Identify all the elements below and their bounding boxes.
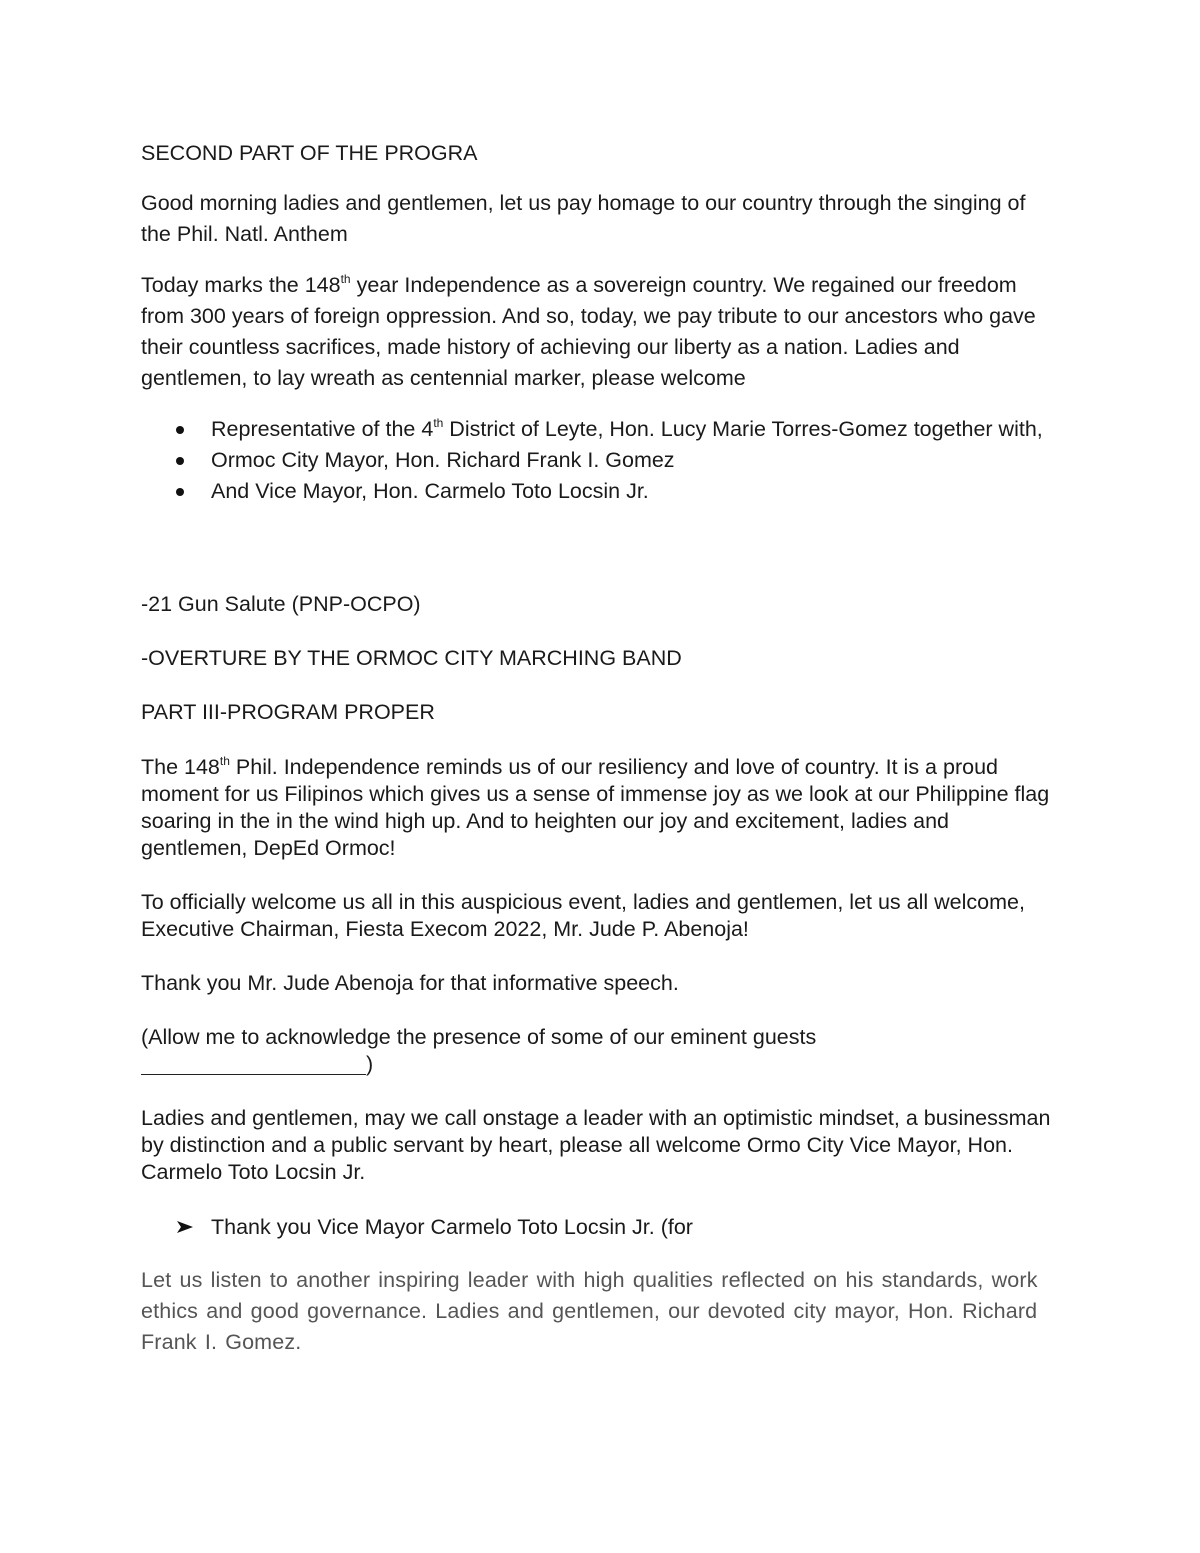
part-three-heading: PART III-PROGRAM PROPER xyxy=(141,700,435,724)
vice-mayor-intro-paragraph: Ladies and gentlemen, may we call onstage a leader with an optimistic mindset, a businessman by distinction and a public servant by heart, please all welcome Ormo City Vice Mayor, Hon. Carmelo Toto Locsin Jr. xyxy=(141,1106,1051,1184)
overture-line: -OVERTURE BY THE ORMOC CITY MARCHING BAND xyxy=(141,646,682,670)
welcome-chairman-paragraph: To officially welcome us all in this auspicious event, ladies and gentlemen, let us all welcome, Executive Chairman, Fiesta Execom 2022, Mr. Jude P. Abenoja! xyxy=(141,890,1025,941)
arrow-list-item: Thank you Vice Mayor Carmelo Toto Locsin Jr. (for xyxy=(141,1212,1061,1243)
fill-in-blank-line xyxy=(141,1052,366,1075)
wreath-guest-list xyxy=(141,414,1061,507)
list-item: Representative of the 4th District of Leyte, Hon. Lucy Marie Torres-Gomez together with, xyxy=(141,414,1061,445)
acknowledge-guests-paragraph: (Allow me to acknowledge the presence of some of our eminent guests ) xyxy=(141,1025,817,1076)
pride-paragraph: The 148th Phil. Independence reminds us of our resiliency and love of country. It is a proud moment for us Filipinos which gives us a sense of immense joy as we look at our Philippine flag soaring in the in the wind high up. And to heighten our joy and excitement, ladies and gentlemen, DepEd Ormoc! xyxy=(141,754,1050,860)
arrowhead-bullet-icon xyxy=(176,1220,194,1234)
mayor-intro-paragraph: Let us listen to another inspiring leader with high qualities reflected on his standards, work ethics and good governance. Ladies and gentlemen, our devoted city mayor, Hon. Richard Frank I. Gomez. xyxy=(141,1268,1038,1354)
section-heading: SECOND PART OF THE PROGRA xyxy=(141,141,478,165)
gun-salute-line: -21 Gun Salute (PNP-OCPO) xyxy=(141,592,421,616)
filled-circle-bullet-icon xyxy=(176,426,184,434)
anthem-paragraph: Good morning ladies and gentlemen, let us pay homage to our country through the singing of the Phil. Natl. Anthem xyxy=(141,191,1026,246)
list-item: Ormoc City Mayor, Hon. Richard Frank I. Gomez xyxy=(141,445,1061,476)
independence-paragraph: Today marks the 148th year Independence as a sovereign country. We regained our freedom from 300 years of foreign oppression. And so, today, we pay tribute to our ancestors who gave their countless sacrifices, made history of achieving our liberty as a nation. Ladies and gentlemen, to lay wreath as centennial marker, please welcome xyxy=(141,272,1036,390)
list-item: And Vice Mayor, Hon. Carmelo Toto Locsin Jr. xyxy=(141,476,1061,507)
filled-circle-bullet-icon xyxy=(176,457,184,465)
filled-circle-bullet-icon xyxy=(176,488,184,496)
thank-you-chairman-line: Thank you Mr. Jude Abenoja for that informative speech. xyxy=(141,971,679,995)
